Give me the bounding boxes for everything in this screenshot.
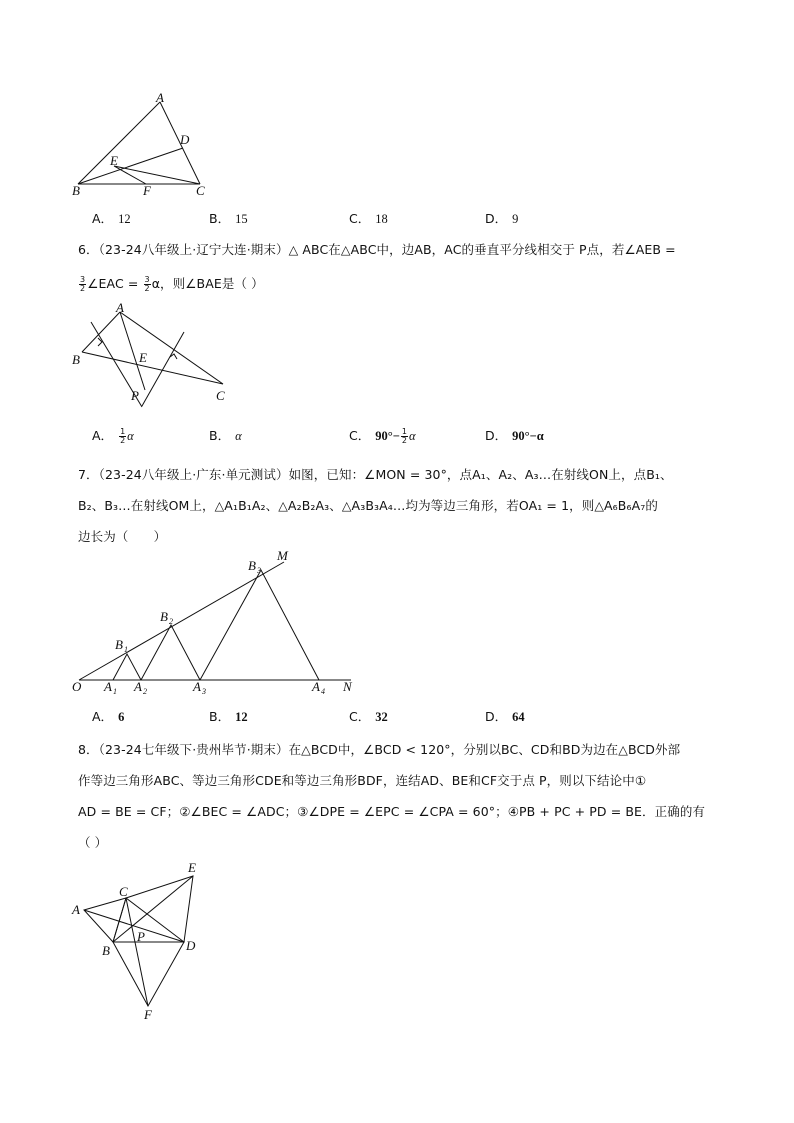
svg-text:1: 1: [113, 687, 117, 696]
q8-label-p: P: [137, 929, 145, 944]
q6-option-a[interactable]: A． $\frac{1}{2}$ α: [92, 427, 134, 445]
q5-label-a: A: [156, 90, 164, 105]
q8-source: （23-24七年级下·贵州毕节·期末）: [98, 742, 289, 757]
q7-equilateral-chain-diagram: [68, 548, 368, 696]
q5-label-b: B: [72, 183, 80, 198]
q6-option-b[interactable]: B． α: [209, 428, 242, 443]
q6-number: 6．: [78, 242, 99, 257]
q5-label-f: F: [143, 183, 151, 198]
svg-text:B: B: [248, 558, 256, 573]
q7-stem-line1: [78, 465, 673, 483]
q6-text-b: ∠EAC =: [87, 276, 143, 291]
q6-text-a: △ ABC在△ABC中，边AB，AC的垂直平分线相交于 P点，若∠AEB =: [288, 242, 676, 257]
svg-text:A: A: [104, 679, 112, 694]
svg-text:B: B: [160, 609, 168, 624]
q7-label-a4: [311, 679, 325, 696]
svg-text:3: 3: [257, 566, 261, 575]
q6-label-p: P: [131, 388, 139, 403]
q7-label-a2: [133, 679, 147, 696]
svg-text:A: A: [193, 679, 201, 694]
svg-text:A: A: [312, 679, 320, 694]
q8-stem-line1: [78, 740, 680, 758]
q6-option-d[interactable]: D． 90°−α: [485, 428, 544, 443]
q6-source: （23-24八年级上·辽宁大连·期末）: [98, 242, 289, 257]
q7-stem-line3: [78, 527, 166, 545]
q6-perpendicular-bisector-diagram: [70, 302, 240, 414]
q7-label-a3: [192, 679, 206, 696]
q7-stem-line2: [78, 496, 658, 514]
q5-label-c: C: [196, 183, 205, 198]
q7-source: （23-24八年级上·广东·单元测试）: [98, 467, 289, 482]
q7-figure: [68, 548, 368, 696]
q5-option-d[interactable]: D． 9: [485, 211, 519, 226]
q6-label-c: C: [216, 388, 225, 403]
q6-fraction-2: $\frac{3}{2}$: [144, 275, 150, 293]
q7-label-a1: [103, 679, 117, 696]
svg-text:3: 3: [202, 687, 206, 696]
q7-number: 7．: [78, 467, 99, 482]
q6-label-e: E: [139, 350, 147, 365]
q8-label-a: A: [72, 902, 80, 917]
q8-label-c: C: [119, 884, 128, 899]
q8-line2: 作等边三角形ABC、等边三角形CDE和等边三角形BDF，连结AD、BE和CF交于点 P，则以下结论中①: [78, 773, 647, 788]
q8-stem-line4: [78, 833, 107, 851]
q6-text-c: α，则∠BAE是（ ）: [151, 276, 264, 291]
q7-option-a[interactable]: A． 6: [92, 709, 125, 724]
q7-option-d[interactable]: D． 64: [485, 709, 525, 724]
q8-label-d: D: [186, 938, 196, 953]
svg-text:2: 2: [143, 687, 147, 696]
q8-figure: [68, 858, 218, 1023]
q8-stem-line2: [78, 771, 646, 789]
q7-option-b[interactable]: B． 12: [209, 709, 248, 724]
svg-text:A: A: [134, 679, 142, 694]
q7-label-b3: [248, 558, 261, 575]
q6-label-a: A: [116, 300, 124, 315]
svg-text:B: B: [115, 637, 123, 652]
q8-equilateral-triangles-diagram: [68, 858, 218, 1023]
q7-label-n: N: [343, 679, 352, 694]
q5-option-c[interactable]: C． 18: [349, 211, 388, 226]
q7-line3: 边长为（ ）: [78, 529, 167, 544]
q8-line3: AD = BE = CF；②∠BEC = ∠ADC；③∠DPE = ∠EPC = ∠CPA = 60°；④PB + PC + PD = BE．正确的有: [78, 804, 706, 819]
q8-label-b: B: [102, 943, 110, 958]
q7-label-o: O: [72, 679, 82, 694]
q8-stem-line3: [78, 802, 705, 820]
q8-line1: 在△BCD中，∠BCD < 120°，分别以BC、CD和BD为边在△BCD外部: [288, 742, 681, 757]
q5-figure: [70, 92, 220, 200]
q6-option-c[interactable]: C． 90°− $\frac{1}{2}$ α: [349, 427, 416, 445]
q7-line1: 如图，已知：∠MON = 30°，点A₁、A₂、A₃…在射线ON上，点B₁、: [288, 467, 673, 482]
q5-option-b[interactable]: B． 15: [209, 211, 248, 226]
svg-text:4: 4: [321, 687, 325, 696]
q8-label-e: E: [188, 860, 196, 875]
svg-text:1: 1: [124, 645, 128, 654]
q8-number: 8．: [78, 742, 99, 757]
q7-line2: B₂、B₃…在射线OM上，△A₁B₁A₂、△A₂B₂A₃、△A₃B₃A₄…均为等边三角形，若OA₁ = 1，则△A₆B₆A₇的: [78, 498, 658, 513]
q6-figure: [70, 302, 240, 414]
q8-line4: （ ）: [78, 835, 108, 850]
q5-triangle-diagram: [70, 92, 220, 200]
q6-stem-line1: [78, 240, 676, 258]
q6-fraction-1: $\frac{3}{2}$: [80, 275, 86, 293]
q6-label-b: B: [72, 352, 80, 367]
q7-option-c[interactable]: C． 32: [349, 709, 388, 724]
q7-label-b2: [160, 609, 173, 626]
q5-option-a[interactable]: A． 12: [92, 211, 131, 226]
q8-label-f: F: [144, 1007, 152, 1022]
q7-label-b1: [115, 637, 128, 654]
q6-stem-line2: [78, 274, 264, 293]
q5-label-d: D: [180, 132, 190, 147]
q5-label-e: E: [110, 153, 118, 168]
q7-label-m: M: [277, 548, 288, 563]
svg-text:2: 2: [169, 617, 173, 626]
